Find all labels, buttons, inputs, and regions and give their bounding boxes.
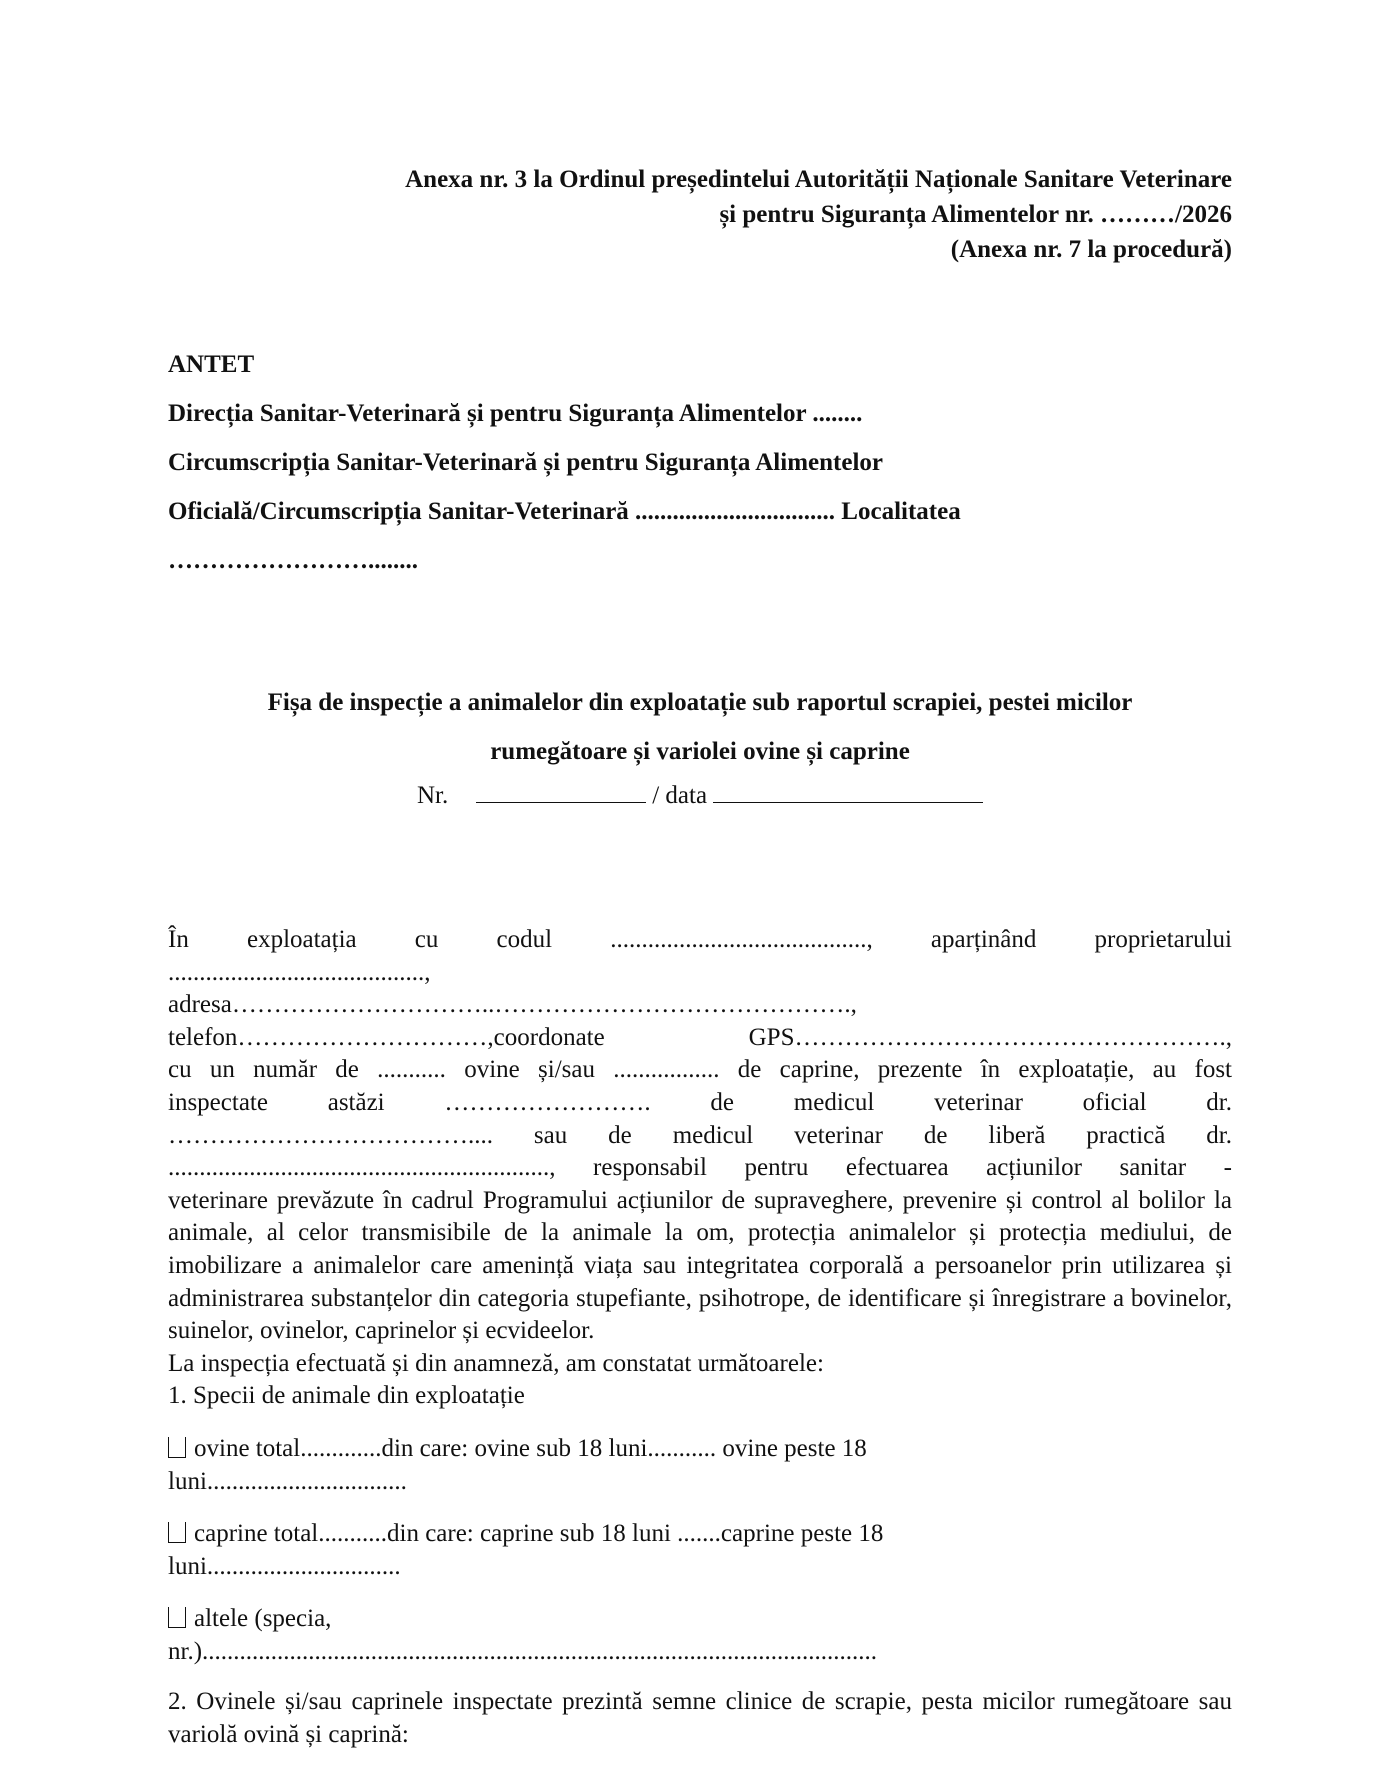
form-body <box>168 924 1232 1752</box>
form-title-line-2: rumegătoare și variolei ovine și caprine <box>490 738 910 765</box>
altele-checkbox[interactable] <box>168 1607 186 1628</box>
annex-header-line-3: (Anexa nr. 7 la procedură) <box>950 236 1232 263</box>
ovine-text: ovine total.............din care: ovine sub 18 luni........... ovine peste 18 <box>194 1434 867 1462</box>
antet-line-3: Oficială/Circumscripția Sanitar-Veterinară ................................ Localitatea <box>168 498 961 525</box>
antet-line-4: ……………………........ <box>168 547 418 574</box>
date-blank[interactable] <box>713 778 983 803</box>
nr-blank[interactable] <box>476 778 646 803</box>
body-line: telefon…………………………,coordonate GPS……………………………………………., <box>168 1023 1232 1051</box>
antet-label: ANTET <box>168 351 255 378</box>
antet-block <box>168 340 1232 585</box>
body-line: ............................................................., responsabil pentru efectuarea acțiunilor sanitar - <box>168 1154 1232 1182</box>
body-line: ........................................., <box>168 958 431 986</box>
body-line: adresa…………………………..……………………………………., <box>168 991 857 1019</box>
caprine-row-cont: luni............................... <box>168 1552 401 1580</box>
ovine-row-cont: luni................................ <box>168 1467 407 1495</box>
ovine-row <box>168 1433 1232 1466</box>
antet-line-2: Circumscripția Sanitar-Veterinară și pentru Siguranța Alimentelor <box>168 449 883 476</box>
caprine-checkbox[interactable] <box>168 1522 186 1543</box>
antet-line-1: Direcția Sanitar-Veterinară și pentru Siguranța Alimentelor ........ <box>168 400 863 427</box>
form-title-line-1: Fișa de inspecție a animalelor din exploatație sub raportul scrapiei, pestei micilor <box>267 689 1133 716</box>
number-date-line <box>168 776 1232 816</box>
caprine-row <box>168 1518 1232 1551</box>
body-paragraph: veterinare prevăzute în cadrul Programului acțiunilor de supraveghere, prevenire și control al bolilor la animale, al celor transmisibile de la animale la om, protecția animalelor și protecția mediului, de imobilizare a animalelor care amenință viața sau integritatea corporală a persoanelor prin utilizarea și administrarea substanțelor din categoria stupefiante, psihotrope, de identificare și înregistrare a bovinelor, suinelor, ovinelor, caprinelor și ecvideelor. <box>168 1186 1232 1345</box>
altele-text: altele (specia, <box>194 1605 332 1633</box>
body-line: ……………………………….... sau de medicul veterinar de liberă practică dr. <box>168 1121 1232 1149</box>
nr-label: Nr. <box>416 782 449 809</box>
body-line: În exploatația cu codul ........................................., aparținând proprietarului <box>168 926 1232 953</box>
altele-row <box>168 1603 1232 1636</box>
ovine-checkbox[interactable] <box>168 1437 186 1458</box>
body-line: inspectate astăzi ……………………. de medicul veterinar oficial dr. <box>168 1088 1232 1116</box>
annex-header <box>405 162 1232 267</box>
annex-header-line-1: Anexa nr. 3 la Ordinul președintelui Autorității Naționale Sanitare Veterinare <box>405 166 1232 193</box>
section-1-title: 1. Specii de animale din exploatație <box>168 1382 525 1410</box>
form-title <box>168 678 1232 776</box>
annex-header-line-2: și pentru Siguranța Alimentelor nr. ………/2026 <box>719 201 1232 228</box>
body-line: cu un număr de ........... ovine și/sau ................. de caprine, prezente în exploatație, au fost <box>168 1056 1232 1084</box>
section-2-text: 2. Ovinele și/sau caprinele inspectate prezintă semne clinice de scrapie, pesta micilor rumegătoare sau variolă ovină și caprină: <box>168 1688 1232 1749</box>
date-label: / data <box>652 782 708 809</box>
caprine-text: caprine total...........din care: caprine sub 18 luni .......caprine peste 18 <box>194 1520 884 1548</box>
altele-row-cont: nr.)............................................................................................................ <box>168 1637 878 1665</box>
inspection-findings-intro: La inspecția efectuată și din anamneză, am constatat următoarele: <box>168 1349 824 1377</box>
